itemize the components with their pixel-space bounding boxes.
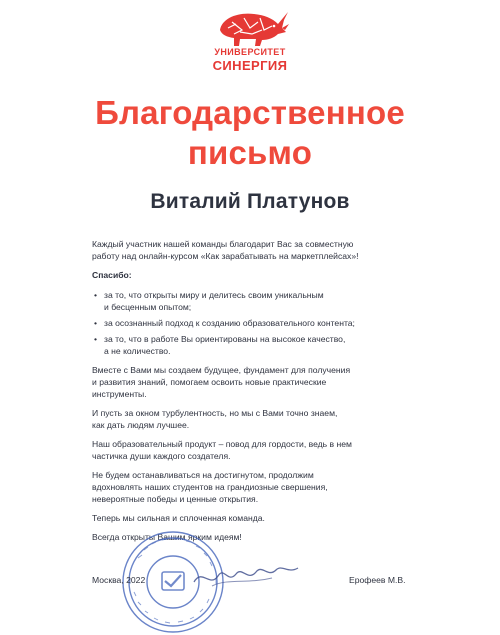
bullet-text: а не количество. [104, 346, 171, 356]
bullet-dot: • [94, 318, 98, 328]
paragraph-4-line-1: Не будем останавливаться на достигнутом, продолжим [92, 470, 314, 480]
handwritten-signature [188, 548, 308, 598]
thanks-heading: Спасибо: [92, 270, 132, 280]
intro-line-2: работу над онлайн-курсом «Как зарабатывать на маркетплейсах»! [92, 251, 359, 261]
logo-text-line2: СИНЕРГИЯ [212, 58, 288, 73]
paragraph-2-line-2: как дать людям лучшее. [92, 420, 190, 430]
place-and-year: Москва, 2022 [92, 575, 146, 585]
letter-title-line2: письмо [187, 134, 313, 171]
paragraph-3-line-2: частичка души каждого создателя. [92, 451, 231, 461]
bullet-dot: • [94, 290, 98, 300]
paragraph-6: Всегда открыты Вашим ярким идеям! [92, 532, 242, 542]
paragraph-4-line-3: невероятные победы и ценные открытия. [92, 494, 259, 504]
paragraph-3-line-1: Наш образовательный продукт – повод для гордости, ведь в нем [92, 439, 352, 449]
bullet-text: за осознанный подход к созданию образовательного контента; [104, 318, 355, 328]
bullet-text: за то, что в работе Вы ориентированы на высокое качество, [104, 334, 346, 344]
synergy-logo [194, 6, 306, 74]
bullet-text: и бесценным опытом; [104, 302, 192, 312]
rhino-icon [210, 6, 290, 48]
paragraph-1-line-1: Вместе с Вами мы создаем будущее, фундамент для получения [92, 365, 351, 375]
paragraph-1-line-2: и развития знаний, помогаем освоить новые практические [92, 377, 327, 387]
bullet-dot: • [94, 334, 98, 344]
paragraph-5: Теперь мы сильная и сплоченная команда. [92, 513, 265, 523]
paragraph-2-line-1: И пусть за окном турбулентность, но мы с Вами точно знаем, [92, 408, 338, 418]
recipient-name: Виталий Платунов [150, 190, 350, 213]
logo-text-line1: УНИВЕРСИТЕТ [214, 47, 286, 57]
letter-title-line1: Благодарственное [95, 94, 405, 131]
paragraph-1-line-3: инструменты. [92, 389, 147, 399]
bullet-text: за то, что открыты миру и делитесь своим уникальным [104, 290, 324, 300]
paragraph-4-line-2: вдохновлять наших студентов на грандиозные свершения, [92, 482, 328, 492]
signer-name: Ерофеев М.В. [349, 575, 406, 585]
intro-line-1: Каждый участник нашей команды благодарит Вас за совместную [92, 239, 354, 249]
